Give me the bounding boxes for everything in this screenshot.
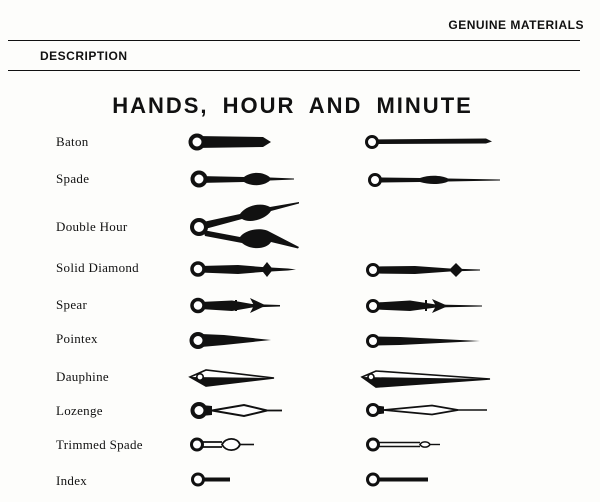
spear-hour-hand-illustration — [192, 298, 280, 313]
baton-hour-hand-illustration — [191, 136, 272, 149]
label-index: Index — [56, 473, 88, 488]
lozenge-minute-hand-illustration — [368, 405, 488, 416]
label-pointex: Pointex — [56, 331, 98, 346]
header-genuine-materials: GENUINE MATERIALS — [448, 18, 584, 32]
label-spear: Spear — [56, 297, 88, 312]
double-hour-hand-illustration — [192, 202, 299, 249]
label-trimmed-spade: Trimmed Spade — [56, 437, 143, 452]
header-description: DESCRIPTION — [40, 49, 128, 63]
trimmed-spade-hour-hand-illustration — [192, 439, 255, 450]
lozenge-hour-hand-illustration — [193, 404, 283, 417]
dauphine-hour-hand-illustration — [190, 370, 274, 386]
solid-diamond-minute-hand-illustration — [368, 263, 481, 277]
solid-diamond-hour-hand-illustration — [192, 262, 296, 277]
trimmed-spade-minute-hand-illustration — [368, 439, 441, 450]
pointex-hour-hand-illustration — [192, 334, 272, 347]
label-solid-diamond: Solid Diamond — [56, 260, 139, 275]
index-hour-hand-illustration — [193, 474, 231, 485]
label-dauphine: Dauphine — [56, 369, 109, 384]
label-baton: Baton — [56, 134, 89, 149]
spear-minute-hand-illustration — [368, 299, 483, 313]
label-lozenge: Lozenge — [56, 403, 103, 418]
spade-minute-hand-illustration — [370, 175, 501, 186]
spade-hour-hand-illustration — [193, 173, 295, 186]
pointex-minute-hand-illustration — [368, 336, 481, 347]
label-double-hour: Double Hour — [56, 219, 128, 234]
label-spade: Spade — [56, 171, 90, 186]
index-minute-hand-illustration — [368, 474, 429, 485]
dauphine-minute-hand-illustration — [362, 371, 490, 387]
page-title: HANDS, HOUR AND MINUTE — [112, 93, 473, 118]
baton-minute-hand-illustration — [367, 137, 493, 148]
